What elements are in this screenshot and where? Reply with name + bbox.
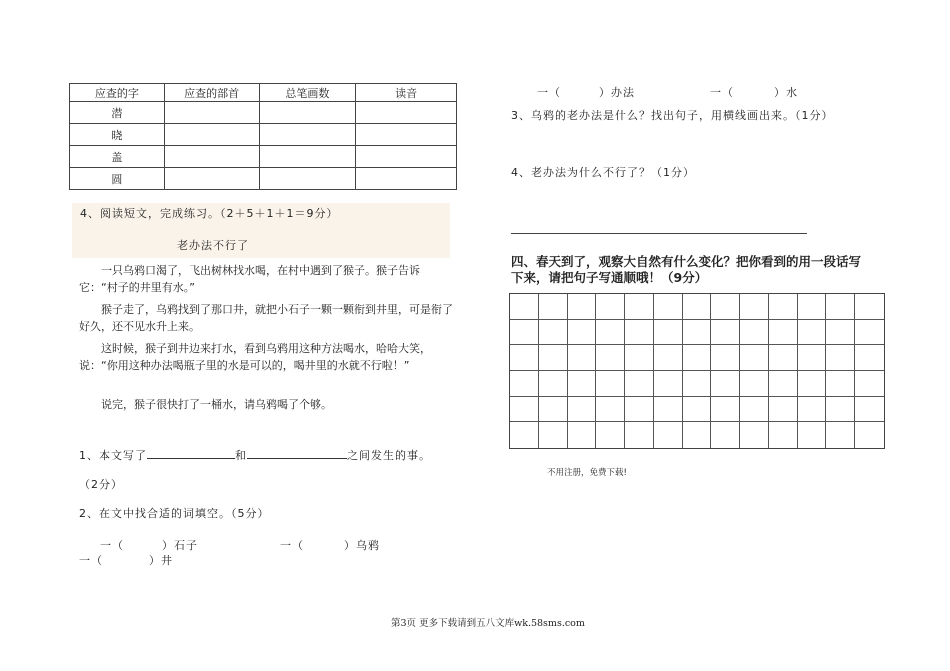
writing-grid-cell[interactable]	[798, 294, 827, 320]
writing-grid-cell[interactable]	[654, 294, 683, 320]
writing-grid-cell[interactable]	[826, 397, 855, 423]
table-cell-char: 盖	[70, 146, 165, 168]
writing-grid-cell[interactable]	[769, 294, 798, 320]
col-header-strokes: 总笔画数	[259, 84, 356, 102]
answer-line[interactable]	[511, 233, 807, 234]
col-header-pronunciation: 读音	[356, 84, 457, 102]
writing-grid-cell[interactable]	[596, 294, 625, 320]
story-paragraph-3: 这时候，猴子到井边来打水，看到乌鸦用这种方法喝水，哈哈大笑，说：“你用这种办法喝瓶子里的水是可以的，喝井里的水就不行啦！”	[79, 342, 431, 372]
question-1	[79, 447, 431, 463]
question-4: 4、老办法为什么不行了？（1分）	[511, 166, 695, 179]
writing-grid-cell[interactable]	[568, 294, 597, 320]
writing-grid-cell[interactable]	[510, 294, 539, 320]
writing-grid-cell[interactable]	[855, 320, 884, 346]
writing-grid-cell[interactable]	[683, 345, 712, 371]
table-cell-char: 潜	[70, 102, 165, 124]
fill-item-method	[537, 84, 635, 100]
writing-grid-cell[interactable]	[826, 320, 855, 346]
writing-grid-cell[interactable]	[711, 397, 740, 423]
writing-grid-cell[interactable]	[539, 294, 568, 320]
writing-grid-cell[interactable]	[654, 397, 683, 423]
table-cell-blank[interactable]	[259, 146, 356, 168]
writing-grid-cell[interactable]	[798, 397, 827, 423]
writing-grid-cell[interactable]	[625, 294, 654, 320]
fill-prefix: 一（	[710, 86, 734, 99]
writing-grid-cell[interactable]	[711, 422, 740, 448]
story-title: 老办法不行了	[177, 239, 249, 252]
writing-grid-cell[interactable]	[596, 345, 625, 371]
writing-grid-cell[interactable]	[769, 371, 798, 397]
table-cell-char: 晓	[70, 124, 165, 146]
writing-grid-cell[interactable]	[510, 397, 539, 423]
writing-grid-cell[interactable]	[769, 422, 798, 448]
table-cell-blank[interactable]	[356, 102, 457, 124]
fill-suffix: ）办法	[599, 86, 635, 99]
writing-grid-cell[interactable]	[798, 371, 827, 397]
writing-grid-cell[interactable]	[625, 422, 654, 448]
writing-grid-cell[interactable]	[826, 422, 855, 448]
writing-grid-cell[interactable]	[769, 397, 798, 423]
writing-grid-cell[interactable]	[683, 294, 712, 320]
writing-grid-cell[interactable]	[568, 320, 597, 346]
fill-prefix: 一（	[100, 539, 124, 552]
writing-grid-cell[interactable]	[625, 371, 654, 397]
writing-grid-cell[interactable]	[826, 371, 855, 397]
question-1-score: （2分）	[79, 478, 123, 491]
writing-grid-cell[interactable]	[711, 294, 740, 320]
writing-grid-cell[interactable]	[654, 422, 683, 448]
fill-item-crow	[280, 537, 380, 553]
fill-item-water	[710, 84, 798, 100]
writing-grid-cell[interactable]	[683, 320, 712, 346]
question-1-text-c: 之间发生的事。	[347, 449, 431, 462]
fill-suffix: ）石子	[162, 539, 198, 552]
writing-grid-cell[interactable]	[568, 371, 597, 397]
table-cell-blank[interactable]	[164, 102, 259, 124]
table-cell-blank[interactable]	[164, 168, 259, 190]
writing-grid-cell[interactable]	[769, 320, 798, 346]
writing-grid-cell[interactable]	[855, 345, 884, 371]
writing-grid-cell[interactable]	[740, 294, 769, 320]
story-paragraph-1: 一只乌鸦口渴了，飞出树林找水喝，在村中遇到了猴子。猴子告诉它：“村子的井里有水。”	[79, 264, 420, 294]
writing-grid-cell[interactable]	[625, 397, 654, 423]
writing-grid-cell[interactable]	[711, 320, 740, 346]
answer-blank[interactable]	[147, 447, 235, 459]
writing-grid-cell[interactable]	[826, 294, 855, 320]
table-cell-char: 圆	[70, 168, 165, 190]
writing-grid-cell[interactable]	[539, 320, 568, 346]
writing-grid-cell[interactable]	[769, 345, 798, 371]
table-cell-blank[interactable]	[164, 124, 259, 146]
question-1-text-a: 1、本文写了	[79, 449, 147, 462]
table-cell-blank[interactable]	[356, 146, 457, 168]
fill-prefix: 一（	[537, 86, 561, 99]
fill-suffix: ）水	[774, 86, 798, 99]
question-4-title: 4、阅读短文，完成练习。（2＋5＋1＋1＝9分）	[80, 207, 339, 220]
fill-suffix: ）井	[149, 554, 173, 567]
col-header-radical: 应查的部首	[164, 84, 259, 102]
writing-grid-cell[interactable]	[826, 345, 855, 371]
table-cell-blank[interactable]	[356, 124, 457, 146]
fill-prefix: 一（	[280, 539, 304, 552]
writing-grid-cell[interactable]	[539, 345, 568, 371]
writing-grid-cell[interactable]	[568, 422, 597, 448]
table-cell-blank[interactable]	[164, 146, 259, 168]
writing-grid-cell[interactable]	[510, 371, 539, 397]
writing-grid-cell[interactable]	[596, 371, 625, 397]
writing-grid-cell[interactable]	[740, 371, 769, 397]
fill-item-stone	[100, 537, 198, 553]
writing-grid-cell[interactable]	[798, 320, 827, 346]
table-row	[70, 102, 457, 124]
fill-prefix: 一（	[79, 554, 103, 567]
writing-grid[interactable]	[509, 293, 885, 449]
writing-grid-cell[interactable]	[568, 345, 597, 371]
writing-grid-cell[interactable]	[596, 320, 625, 346]
writing-grid-cell[interactable]	[596, 422, 625, 448]
table-cell-blank[interactable]	[356, 168, 457, 190]
writing-grid-cell[interactable]	[740, 422, 769, 448]
table-cell-blank[interactable]	[259, 168, 356, 190]
writing-grid-cell[interactable]	[539, 371, 568, 397]
table-cell-blank[interactable]	[259, 124, 356, 146]
writing-grid-cell[interactable]	[683, 371, 712, 397]
writing-grid-cell[interactable]	[855, 397, 884, 423]
writing-grid-cell[interactable]	[654, 320, 683, 346]
story-paragraph-2: 猴子走了，乌鸦找到了那口井，就把小石子一颗一颗衔到井里，可是衔了好久，还不见水升上来。	[79, 303, 453, 333]
writing-grid-cell[interactable]	[539, 422, 568, 448]
table-header-row	[70, 84, 457, 102]
writing-grid-cell[interactable]	[711, 345, 740, 371]
question-2: 2、在文中找合适的词填空。（5分）	[79, 507, 270, 520]
writing-grid-cell[interactable]	[683, 422, 712, 448]
writing-grid-cell[interactable]	[683, 397, 712, 423]
character-lookup-table	[69, 83, 457, 190]
table-cell-blank[interactable]	[259, 102, 356, 124]
story-paragraph-4: 说完，猴子很快打了一桶水，请乌鸦喝了个够。	[101, 398, 332, 411]
writing-grid-cell[interactable]	[798, 345, 827, 371]
writing-grid-cell[interactable]	[625, 320, 654, 346]
writing-grid-cell[interactable]	[510, 345, 539, 371]
writing-grid-cell[interactable]	[740, 397, 769, 423]
answer-blank[interactable]	[247, 447, 347, 459]
writing-grid-cell[interactable]	[654, 371, 683, 397]
writing-grid-cell[interactable]	[654, 345, 683, 371]
section-4-line-1: 四、春天到了，观察大自然有什么变化？把你看到的用一段话写	[511, 254, 862, 269]
writing-grid-cell[interactable]	[855, 371, 884, 397]
writing-grid-cell[interactable]	[798, 422, 827, 448]
question-1-text-b: 和	[235, 449, 247, 462]
table-row	[70, 168, 457, 190]
writing-grid-cell[interactable]	[596, 397, 625, 423]
fill-suffix: ）乌鸦	[344, 539, 380, 552]
writing-grid-cell[interactable]	[711, 371, 740, 397]
writing-grid-cell[interactable]	[855, 294, 884, 320]
free-download-note: 不用注册，免费下载!	[547, 468, 627, 478]
writing-grid-cell[interactable]	[510, 422, 539, 448]
table-row	[70, 124, 457, 146]
question-3: 3、乌鸦的老办法是什么？找出句子，用横线画出来。（1分）	[511, 109, 834, 122]
writing-grid-cell[interactable]	[625, 345, 654, 371]
writing-grid-cell[interactable]	[568, 397, 597, 423]
writing-grid-cell[interactable]	[740, 345, 769, 371]
writing-grid-cell[interactable]	[740, 320, 769, 346]
page-footer: 第3页 更多下载请到五八文库wk.58sms.com	[391, 618, 585, 629]
writing-grid-cell[interactable]	[539, 397, 568, 423]
writing-grid-cell[interactable]	[855, 422, 884, 448]
col-header-char: 应查的字	[70, 84, 165, 102]
writing-grid-cell[interactable]	[510, 320, 539, 346]
fill-item-well	[79, 552, 173, 568]
section-4-line-2: 下来，请把句子写通顺哦！（9分）	[511, 270, 708, 285]
table-row	[70, 146, 457, 168]
